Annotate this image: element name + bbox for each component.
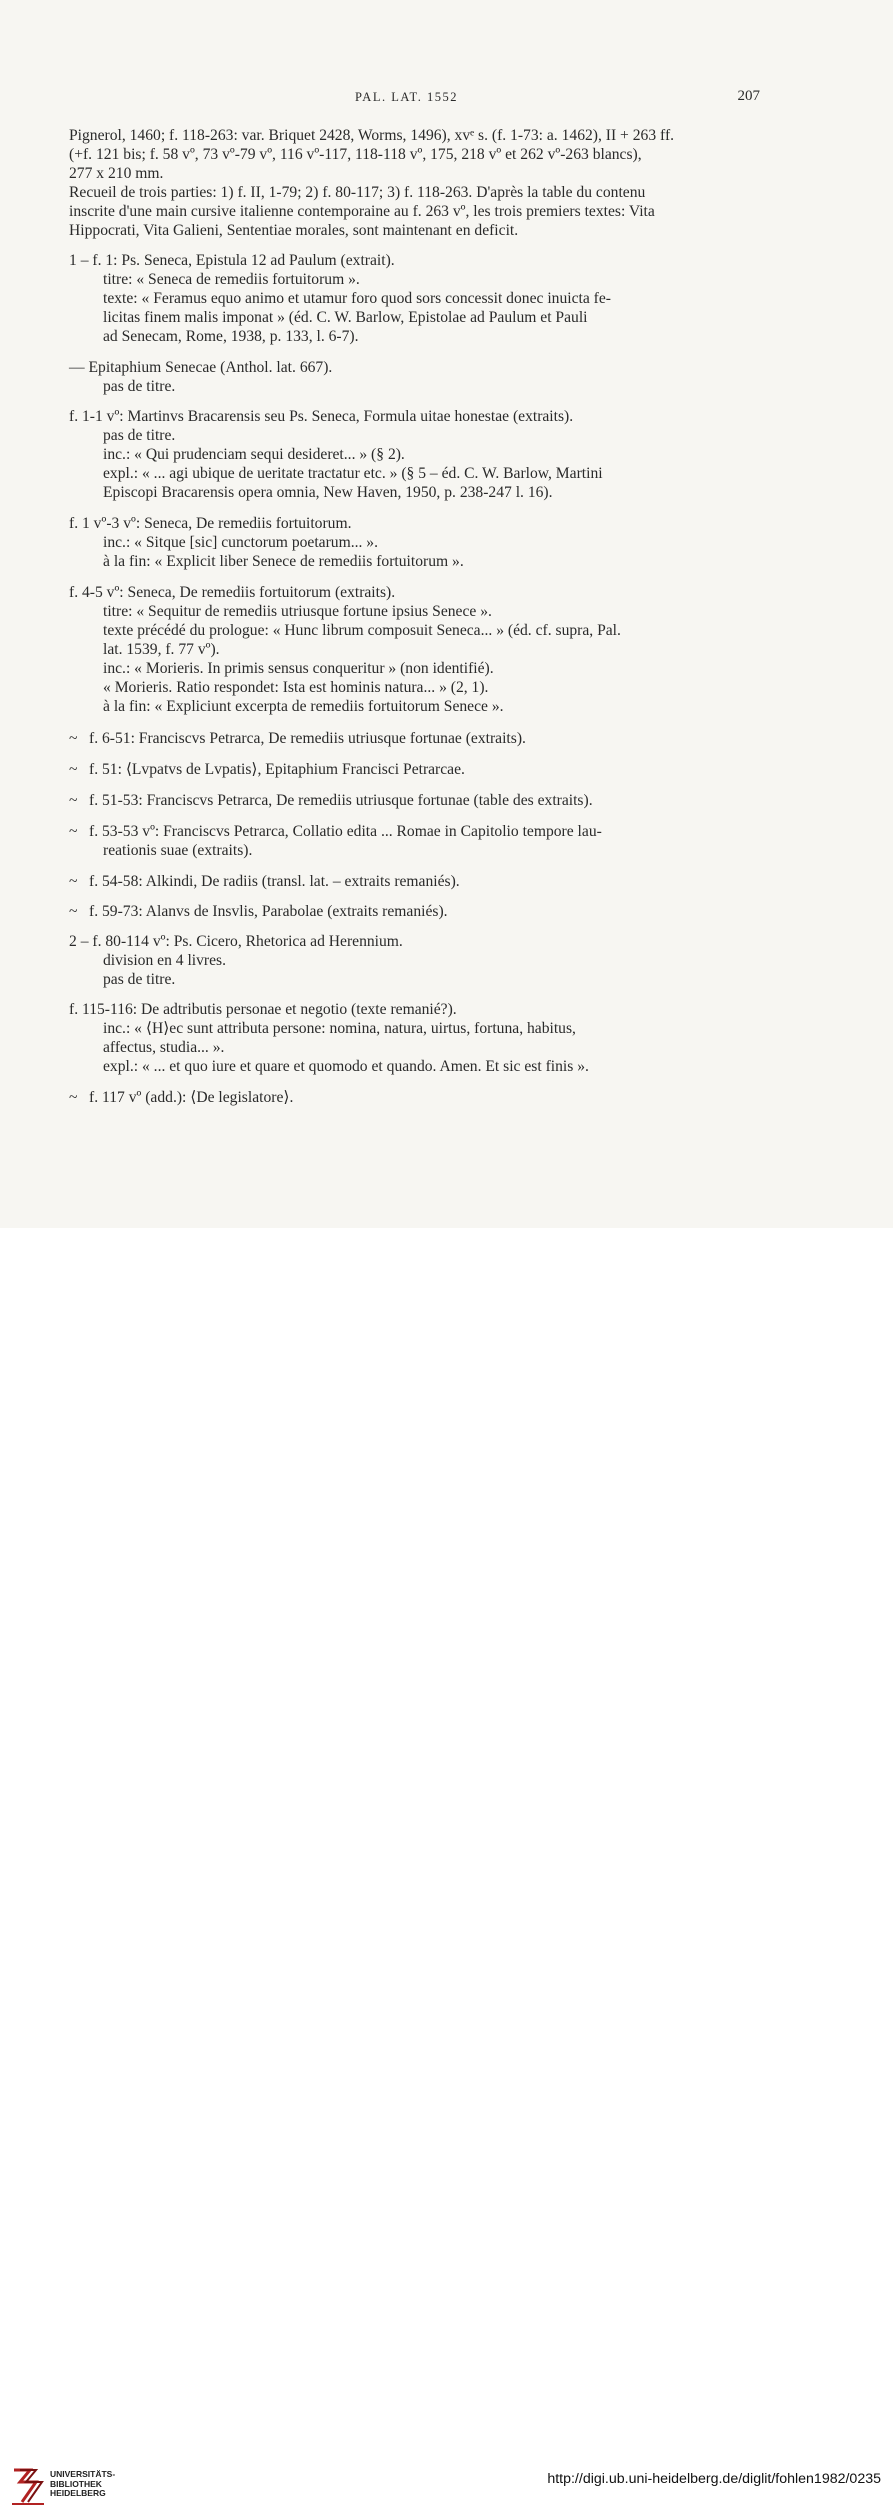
entry-heading: f. 1-1 vº: Martinvs Bracarensis seu Ps. Seneca, Formula uitae honestae (extraits). xyxy=(69,408,574,425)
text-line: inc.: « Sitque [sic] cunctorum poetarum... ». xyxy=(103,534,378,551)
text-line: expl.: « ... et quo iure et quare et quomodo et quando. Amen. Et sic est finis ». xyxy=(103,1058,589,1075)
text-line: à la fin: « Explicit liber Senece de remediis fortuitorum ». xyxy=(103,553,464,570)
permalink-url[interactable]: http://digi.ub.uni-heidelberg.de/diglit/fohlen1982/0235 xyxy=(547,2471,881,2487)
text-line: reationis suae (extraits). xyxy=(103,842,253,859)
entry-heading: f. 59-73: Alanvs de Insvlis, Parabolae (extraits remaniés). xyxy=(89,903,448,920)
text-line: pas de titre. xyxy=(103,427,176,444)
text-line: inc.: « Qui prudenciam sequi desideret... » (§ 2). xyxy=(103,446,405,463)
entry-heading: f. 54-58: Alkindi, De radiis (transl. lat. – extraits remaniés). xyxy=(89,873,460,890)
library-name-line: BIBLIOTHEK xyxy=(50,2478,102,2489)
library-logo-icon xyxy=(10,2464,46,2508)
library-name xyxy=(50,2470,115,2499)
tilde-mark: ~ xyxy=(69,873,78,890)
text-line: licitas finem malis imponat » (éd. C. W. Barlow, Epistolae ad Paulum et Pauli xyxy=(103,309,588,326)
tilde-mark: ~ xyxy=(69,823,78,840)
text-line: à la fin: « Expliciunt excerpta de remediis fortuitorum Senece ». xyxy=(103,698,504,715)
text-line: lat. 1539, f. 77 vº). xyxy=(103,641,220,658)
text-line: titre: « Seneca de remediis fortuitorum ». xyxy=(103,271,360,288)
text-line: titre: « Sequitur de remediis utriusque fortune ipsius Senece ». xyxy=(103,603,492,620)
text-line: pas de titre. xyxy=(103,378,176,395)
entry-heading: f. 117 vº (add.): ⟨De legislatore⟩. xyxy=(89,1089,294,1106)
viewer-footer xyxy=(0,1228,893,2498)
entry-heading: f. 51: ⟨Lvpatvs de Lvpatis⟩, Epitaphium Francisci Petrarcae. xyxy=(89,761,465,778)
text-line: Recueil de trois parties: 1) f. II, 1-79; 2) f. 80-117; 3) f. 118-263. D'après la table du contenu xyxy=(69,184,646,201)
text-line: texte précédé du prologue: « Hunc librum composuit Seneca... » (éd. cf. supra, Pal. xyxy=(103,622,621,639)
entry-heading: 1 – f. 1: Ps. Seneca, Epistula 12 ad Paulum (extrait). xyxy=(69,252,395,269)
text-line: Pignerol, 1460; f. 118-263: var. Briquet 2428, Worms, 1496), xvᵉ s. (f. 1-73: a. 1462), II + 263 ff. xyxy=(69,127,675,144)
text-line: (+f. 121 bis; f. 58 vº, 73 vº-79 vº, 116 vº-117, 118-118 vº, 175, 218 vº et 262 vº-263 blancs), xyxy=(69,146,642,163)
tilde-mark: ~ xyxy=(69,1089,78,1106)
text-line: inc.: « ⟨H⟩ec sunt attributa persone: nomina, natura, uirtus, fortuna, habitus, xyxy=(103,1020,576,1037)
entry-heading: f. 1 vº-3 vº: Seneca, De remediis fortuitorum. xyxy=(69,515,352,532)
scanned-page xyxy=(0,0,893,1228)
text-line: ad Senecam, Rome, 1938, p. 133, l. 6-7). xyxy=(103,328,359,345)
text-line: « Morieris. Ratio respondet: Ista est hominis natura... » (2, 1). xyxy=(103,679,489,696)
entry-heading: f. 115-116: De adtributis personae et negotio (texte remanié?). xyxy=(69,1001,457,1018)
tilde-mark: ~ xyxy=(69,903,78,920)
page-number: 207 xyxy=(737,88,760,104)
text-line: texte: « Feramus equo animo et utamur foro quod sors concessit donec inuicta fe- xyxy=(103,290,611,307)
entry-heading: f. 4-5 vº: Seneca, De remediis fortuitorum (extraits). xyxy=(69,584,396,601)
text-line: expl.: « ... agi ubique de ueritate tractatur etc. » (§ 5 – éd. C. W. Barlow, Martini xyxy=(103,465,603,482)
text-line: 277 x 210 mm. xyxy=(69,165,164,182)
tilde-mark: ~ xyxy=(69,730,78,747)
text-line: division en 4 livres. xyxy=(103,952,227,969)
entry-heading: — Epitaphium Senecae (Anthol. lat. 667). xyxy=(69,359,333,376)
entry-heading: f. 6-51: Franciscvs Petrarca, De remediis utriusque fortunae (extraits). xyxy=(89,730,526,747)
text-line: Episcopi Bracarensis opera omnia, New Haven, 1950, p. 238-247 l. 16). xyxy=(103,484,553,501)
entry-heading: f. 53-53 vº: Franciscvs Petrarca, Collatio edita ... Romae in Capitolio tempore lau- xyxy=(89,823,602,840)
tilde-mark: ~ xyxy=(69,792,78,809)
tilde-mark: ~ xyxy=(69,761,78,778)
entry-heading: 2 – f. 80-114 vº: Ps. Cicero, Rhetorica ad Herennium. xyxy=(69,933,403,950)
library-name-line: HEIDELBERG xyxy=(50,2488,106,2498)
text-line: inc.: « Morieris. In primis sensus conqueritur » (non identifié). xyxy=(103,660,494,677)
text-line: pas de titre. xyxy=(103,971,176,988)
text-line: Hippocrati, Vita Galieni, Sententiae morales, sont maintenant en deficit. xyxy=(69,222,519,239)
text-line: inscrite d'une main cursive italienne contemporaine au f. 263 vº, les trois premiers textes: Vita xyxy=(69,203,655,220)
library-name-line: UNIVERSITÄTS- xyxy=(50,2469,116,2479)
running-title: PAL. LAT. 1552 xyxy=(355,90,458,104)
entry-heading: f. 51-53: Franciscvs Petrarca, De remediis utriusque fortunae (table des extraits). xyxy=(89,792,593,809)
text-line: affectus, studia... ». xyxy=(103,1039,225,1056)
